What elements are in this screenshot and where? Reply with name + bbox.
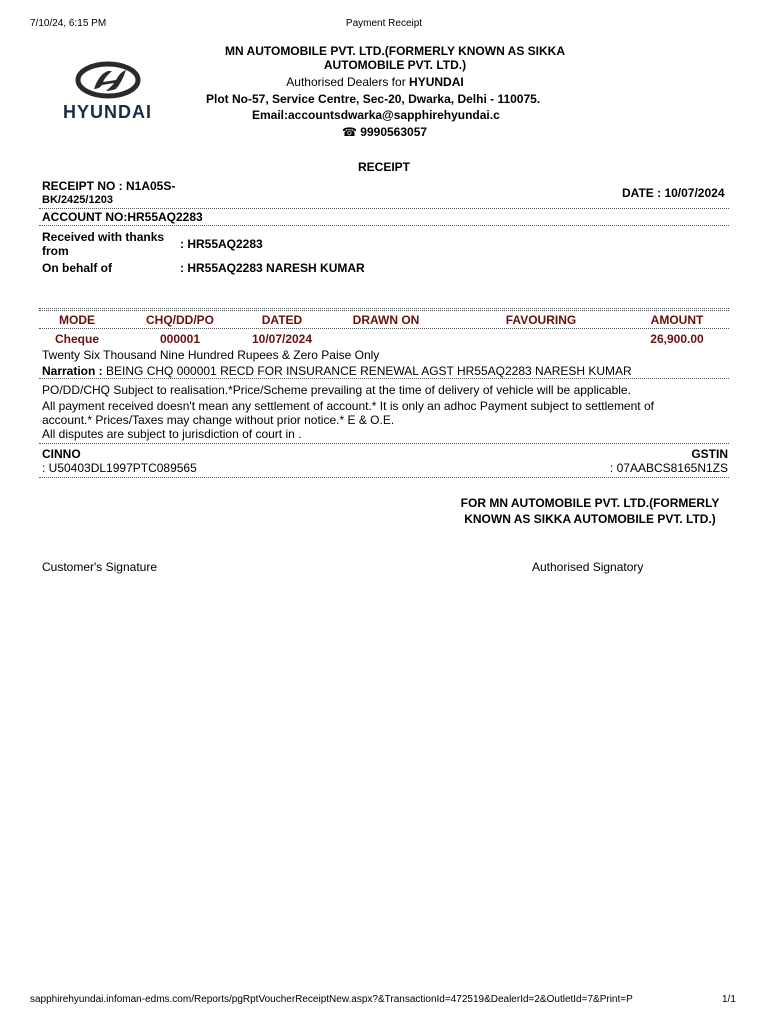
- divider: [39, 378, 729, 379]
- divider: [39, 443, 729, 444]
- terms-line3: account.* Prices/Taxes may change without prior notice.* E & O.E.: [42, 413, 395, 427]
- received-value: : HR55AQ2283: [180, 237, 263, 251]
- col-favouring-header: FAVOURING: [505, 313, 577, 327]
- payment-mode: Cheque: [54, 332, 99, 346]
- col-mode-header: MODE: [59, 313, 95, 327]
- hyundai-logo: [50, 58, 170, 126]
- terms-line4: All disputes are subject to jurisdiction of court in .: [42, 427, 302, 441]
- narration-text: BEING CHQ 000001 RECD FOR INSURANCE RENEWAL AGST HR55AQ2283 NARESH KUMAR: [106, 364, 632, 378]
- company-address: Plot No-57, Service Centre, Sec-20, Dwarka, Delhi - 110075.: [206, 92, 541, 106]
- phone-icon: ☎: [342, 125, 357, 139]
- hyundai-wordmark: HYUNDAI: [63, 102, 153, 122]
- dealer-brand: HYUNDAI: [409, 75, 464, 89]
- payment-amount: 26,900.00: [650, 332, 704, 346]
- company-name-line2: AUTOMOBILE PVT. LTD.): [323, 58, 467, 72]
- divider: [39, 225, 729, 226]
- footer-url: sapphirehyundai.infoman-edms.com/Reports/pgRptVoucherReceiptNew.aspx?&TransactionId=472519&DealerId=2&OutletId=7&Print=P: [30, 994, 633, 1005]
- col-dated-header: DATED: [261, 313, 303, 327]
- authorised-signatory-label: Authorised Signatory: [532, 560, 644, 574]
- cin-value: : U50403DL1997PTC089565: [42, 461, 197, 475]
- behalf-label: On behalf of: [42, 261, 112, 275]
- divider: [39, 208, 729, 209]
- company-phone: [342, 125, 427, 139]
- phone-number: 9990563057: [360, 125, 428, 139]
- for-company-line1: FOR MN AUTOMOBILE PVT. LTD.(FORMERLY: [460, 496, 720, 510]
- col-drawn-on-header: DRAWN ON: [352, 313, 420, 327]
- receipt-heading: RECEIPT: [357, 160, 410, 174]
- account-no: ACCOUNT NO:HR55AQ2283: [42, 210, 203, 224]
- col-amount-header: AMOUNT: [650, 313, 704, 327]
- customer-signature-label: Customer's Signature: [42, 560, 158, 574]
- cin-label: CINNO: [42, 447, 81, 461]
- company-email: Email:accountsdwarka@sapphirehyundai.c: [252, 108, 500, 122]
- print-datetime: 7/10/24, 6:15 PM: [30, 18, 107, 29]
- amount-in-words: Twenty Six Thousand Nine Hundred Rupees & Zero Paise Only: [42, 348, 380, 362]
- received-label-line1: Received with thanks: [42, 230, 165, 244]
- company-name-line1: MN AUTOMOBILE PVT. LTD.(FORMERLY KNOWN AS SIKKA: [224, 44, 565, 58]
- dealer-line: [190, 75, 560, 89]
- gstin-label: GSTIN: [691, 447, 728, 461]
- gstin-value: : 07AABCS8165N1ZS: [609, 461, 728, 475]
- col-chq-header: CHQ/DD/PO: [145, 313, 214, 327]
- receipt-date: DATE : 10/07/2024: [622, 186, 725, 200]
- divider: [39, 308, 729, 309]
- footer-page-number: 1/1: [722, 994, 736, 1005]
- narration-label: Narration :: [42, 364, 107, 378]
- receipt-no-line2: BK/2425/1203: [42, 194, 113, 206]
- narration: [42, 364, 632, 378]
- print-title: Payment Receipt: [345, 18, 423, 29]
- for-company-line2: KNOWN AS SIKKA AUTOMOBILE PVT. LTD.): [464, 512, 716, 526]
- received-label-line2: from: [42, 244, 69, 258]
- terms-line2: All payment received doesn't mean any settlement of account.* It is only an adhoc Payment subject to settlement of: [42, 399, 654, 413]
- receipt-no-line1: RECEIPT NO : N1A05S-: [42, 179, 176, 193]
- payment-dated: 10/07/2024: [251, 332, 313, 346]
- divider: [39, 328, 729, 329]
- dealer-prefix: Authorised Dealers for: [286, 75, 410, 89]
- divider: [39, 477, 729, 478]
- terms-line1: PO/DD/CHQ Subject to realisation.*Price/Scheme prevailing at the time of delivery of vehicle will be applicable.: [42, 383, 631, 397]
- payment-chq: 000001: [159, 332, 201, 346]
- divider: [39, 310, 729, 311]
- behalf-value: : HR55AQ2283 NARESH KUMAR: [180, 261, 365, 275]
